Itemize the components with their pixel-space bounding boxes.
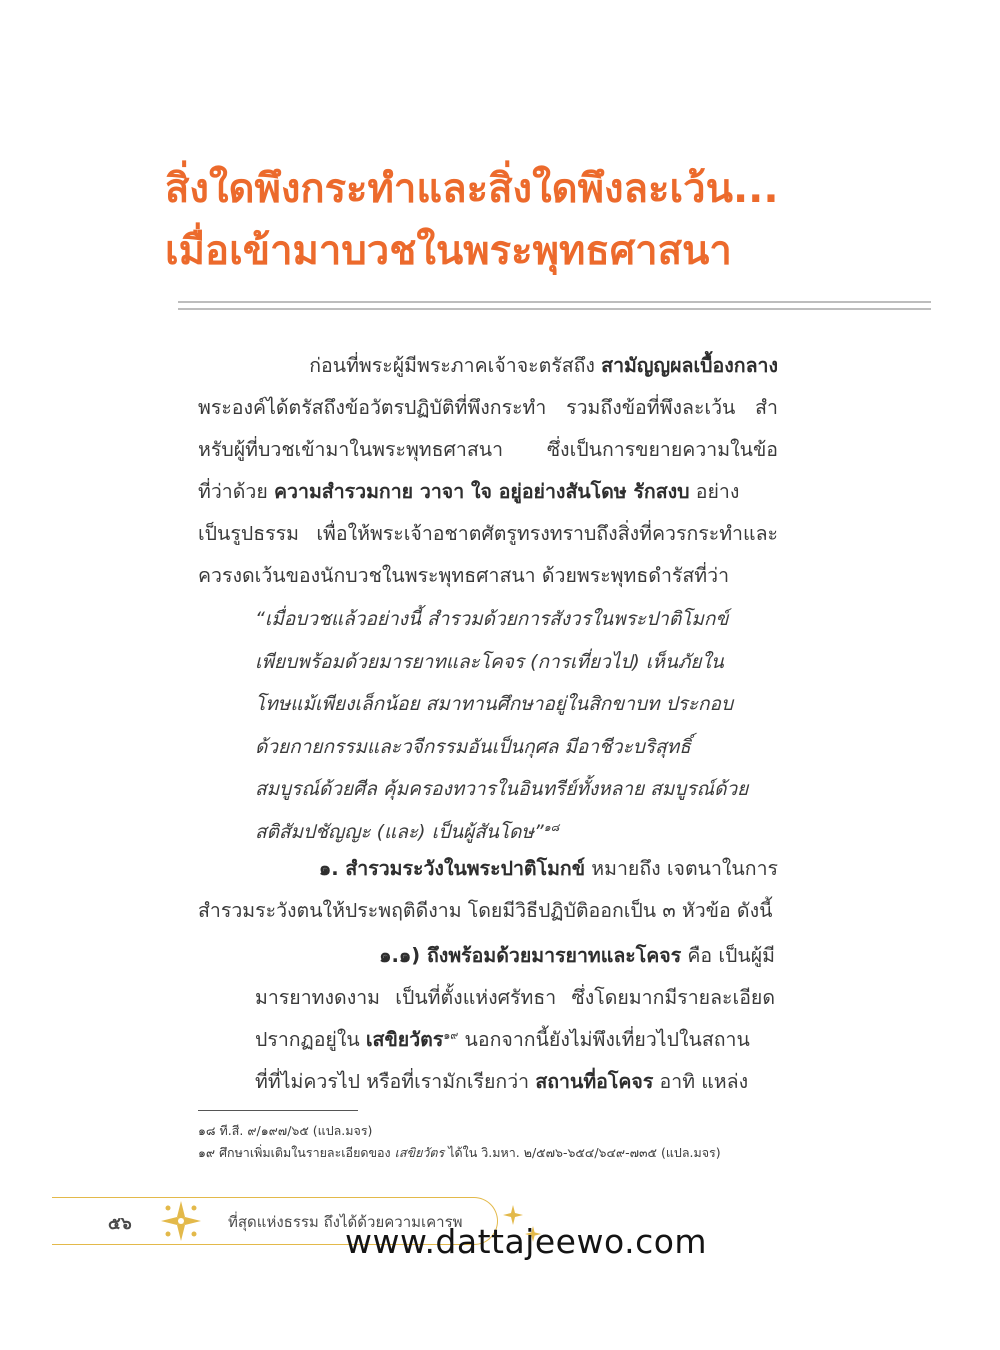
chapter-heading bbox=[165, 158, 945, 282]
heading-divider bbox=[178, 301, 931, 310]
quote-line-1: “เมื่อบวชแล้วอย่างนี้ สำรวมด้วยการสังวรในพระปาติโมกข์ bbox=[255, 608, 729, 630]
quote-line-3: โทษแม้เพียงเล็กน้อย สมาทานศึกษาอยู่ในสิกขาบท ประกอบ bbox=[255, 693, 734, 715]
sub-1-line-3: ปรากฏอยู่ใน เสขิยวัตร$^{๑๙}$ นอกจากนี้ยังไม่พึงเที่ยวไปในสถาน bbox=[255, 1028, 750, 1051]
heading-line-1: สิ่งใดพึงกระทำและสิ่งใดพึงละเว้น... bbox=[165, 166, 779, 212]
quote-line-4: ด้วยกายกรรมและวจีกรรมอันเป็นกุศล มีอาชีวะบริสุทธิ์ bbox=[255, 735, 691, 758]
website-watermark[interactable]: www.dattajeewo.com bbox=[345, 1222, 708, 1261]
section-1-line-2: สำรวมระวังตนให้ประพฤติดีงาม โดยมีวิธีปฏิบัติออกเป็น ๓ หัวข้อ ดังนี้ bbox=[198, 899, 773, 922]
intro-line-4: ที่ว่าด้วย ความสำรวมกาย วาจา ใจ อยู่อย่างสันโดษ รักสงบ อย่าง bbox=[198, 480, 740, 503]
footnote-ref-19[interactable]: ๑๙ bbox=[443, 1029, 459, 1042]
term-bold: ความสำรวมกาย วาจา ใจ อยู่อย่างสันโดษ รักสงบ bbox=[274, 480, 690, 503]
quote-line-5: สมบูรณ์ด้วยศีล คุ้มครองทวารในอินทรีย์ทั้งหลาย สมบูรณ์ด้วย bbox=[255, 778, 749, 800]
footnote-19: ๑๙ ศึกษาเพิ่มเติมในรายละเอียดของ เสขิยวัตร ได้ใน วิ.มหา. ๒/๕๗๖-๖๕๔/๖๔๙-๗๓๕ (แปล.มจร) bbox=[198, 1145, 721, 1160]
quote-line-6: สติสัมปชัญญะ (และ) เป็นผู้สันโดษ”$^{๑๘}$ bbox=[255, 820, 560, 843]
term-bold: เสขิยวัตร bbox=[365, 1028, 444, 1051]
footnote-divider bbox=[198, 1110, 358, 1111]
term-bold: สามัญญผลเบื้องกลาง bbox=[601, 354, 778, 377]
subsection-1-1 bbox=[255, 935, 775, 1103]
intro-line-3: หรับผู้ที่บวชเข้ามาในพระพุทธศาสนา ซึ่งเป็นการขยายความในข้อ bbox=[198, 438, 778, 461]
section-1-line-1: ๑. สำรวมระวังในพระปาติโมกข์ หมายถึง เจตนาในการ bbox=[318, 857, 778, 880]
term-bold: สถานที่อโคจร bbox=[535, 1070, 654, 1093]
lotus-ornament-icon bbox=[158, 1198, 204, 1244]
section-1 bbox=[198, 848, 778, 932]
subsection-1-1-heading: ๑.๑) ถึงพร้อมด้วยมารยาทและโคจร bbox=[379, 944, 682, 967]
intro-paragraph bbox=[198, 345, 778, 597]
quote-line-2: เพียบพร้อมด้วยมารยาทและโคจร (การเที่ยวไป) เห็นภัยใน bbox=[255, 650, 724, 673]
footnote-18: ๑๘ ที.สี. ๙/๑๙๗/๖๕ (แปล.มจร) bbox=[198, 1123, 373, 1138]
intro-line-1: ก่อนที่พระผู้มีพระภาคเจ้าจะตรัสถึง สามัญญผลเบื้องกลาง bbox=[309, 354, 778, 377]
sub-1-line-4: ที่ที่ไม่ควรไป หรือที่เรามักเรียกว่า สถานที่อโคจร อาทิ แหล่ง bbox=[255, 1070, 749, 1093]
buddha-quote bbox=[255, 598, 775, 853]
heading-line-2: เมื่อเข้ามาบวชในพระพุทธศาสนา bbox=[165, 228, 732, 274]
page-number: ๕๖ bbox=[108, 1214, 132, 1234]
footnotes bbox=[198, 1120, 898, 1164]
intro-line-6: ควรงดเว้นของนักบวชในพระพุทธศาสนา ด้วยพระพุทธดำรัสที่ว่า bbox=[198, 564, 730, 587]
footnote-ref-18[interactable]: ๑๘ bbox=[543, 820, 560, 834]
section-1-heading: ๑. สำรวมระวังในพระปาติโมกข์ bbox=[318, 857, 586, 880]
sub-1-line-1: ๑.๑) ถึงพร้อมด้วยมารยาทและโคจร คือ เป็นผู้มี bbox=[379, 944, 775, 967]
sub-1-line-2: มารยาทงดงาม เป็นที่ตั้งแห่งศรัทธา ซึ่งโดยมากมีรายละเอียด bbox=[255, 986, 775, 1009]
intro-line-5: เป็นรูปธรรม เพื่อให้พระเจ้าอชาตศัตรูทรงทราบถึงสิ่งที่ควรกระทำและ bbox=[198, 522, 778, 545]
intro-line-2: พระองค์ได้ตรัสถึงข้อวัตรปฏิบัติที่พึงกระทำ รวมถึงข้อที่พึงละเว้น สำ bbox=[198, 396, 778, 419]
book-title: ที่สุดแห่งธรรม ถึงได้ด้วยความเคารพ bbox=[228, 1213, 463, 1231]
